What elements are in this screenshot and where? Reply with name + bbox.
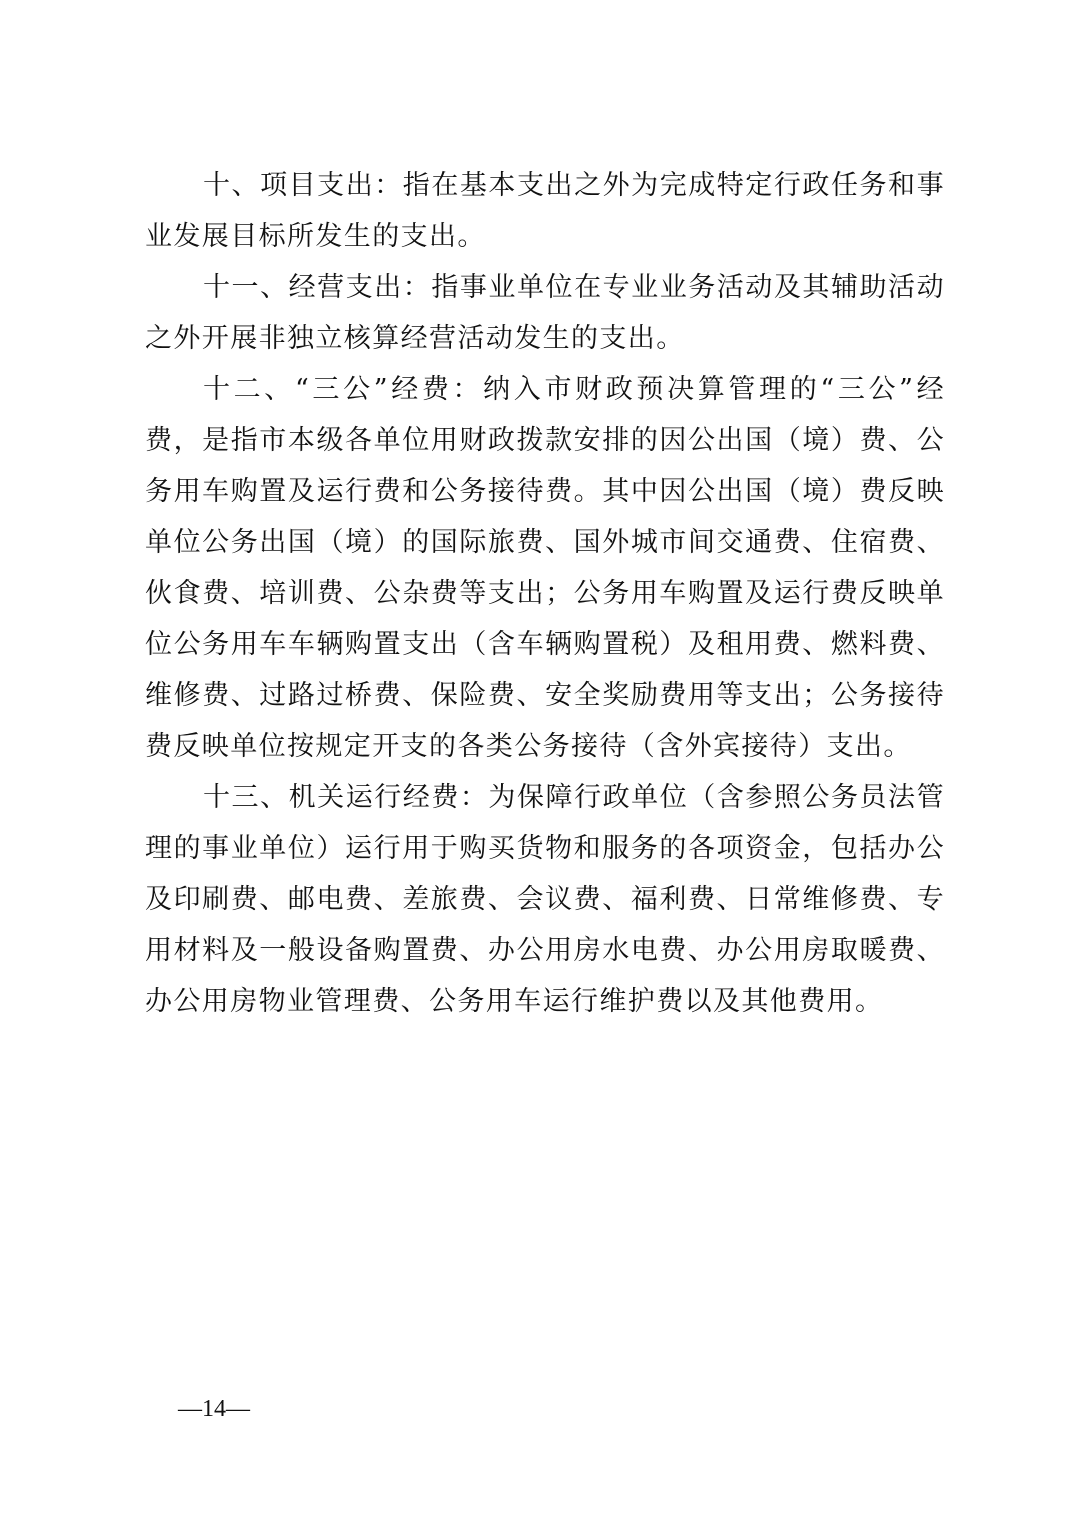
- paragraph-operating-expenditure: 十一、经营支出：指事业单位在专业业务活动及其辅助活动之外开展非独立核算经营活动发生的支出。: [145, 272, 945, 354]
- paragraph-three-public-expenses: 十二、“三公”经费：纳入市财政预决算管理的“三公”经费，是指市本级各单位用财政拨款安排的因公出国（境）费、公务用车购置及运行费和公务接待费。其中因公出国（境）费反映单位公务出国（境）的国际旅费、国外城市间交通费、住宿费、伙食费、培训费、公杂费等支出；公务用车购置及运行费反映单位公务用车车辆购置支出（含车辆购置税）及租用费、燃料费、维修费、过路过桥费、保险费、安全奖励费用等支出；公务接待费反映单位按规定开支的各类公务接待（含外宾接待）支出。: [145, 374, 945, 762]
- paragraph-agency-operating-funds: 十三、机关运行经费：为保障行政单位（含参照公务员法管理的事业单位）运行用于购买货物和服务的各项资金，包括办公及印刷费、邮电费、差旅费、会议费、福利费、日常维修费、专用材料及一般设备购置费、办公用房水电费、办公用房取暖费、办公用房物业管理费、公务用车运行维护费以及其他费用。: [145, 782, 945, 1017]
- document-body: [145, 160, 945, 1027]
- page-number: —14—: [178, 1396, 250, 1422]
- paragraph-project-expenditure: 十、项目支出：指在基本支出之外为完成特定行政任务和事业发展目标所发生的支出。: [145, 170, 945, 252]
